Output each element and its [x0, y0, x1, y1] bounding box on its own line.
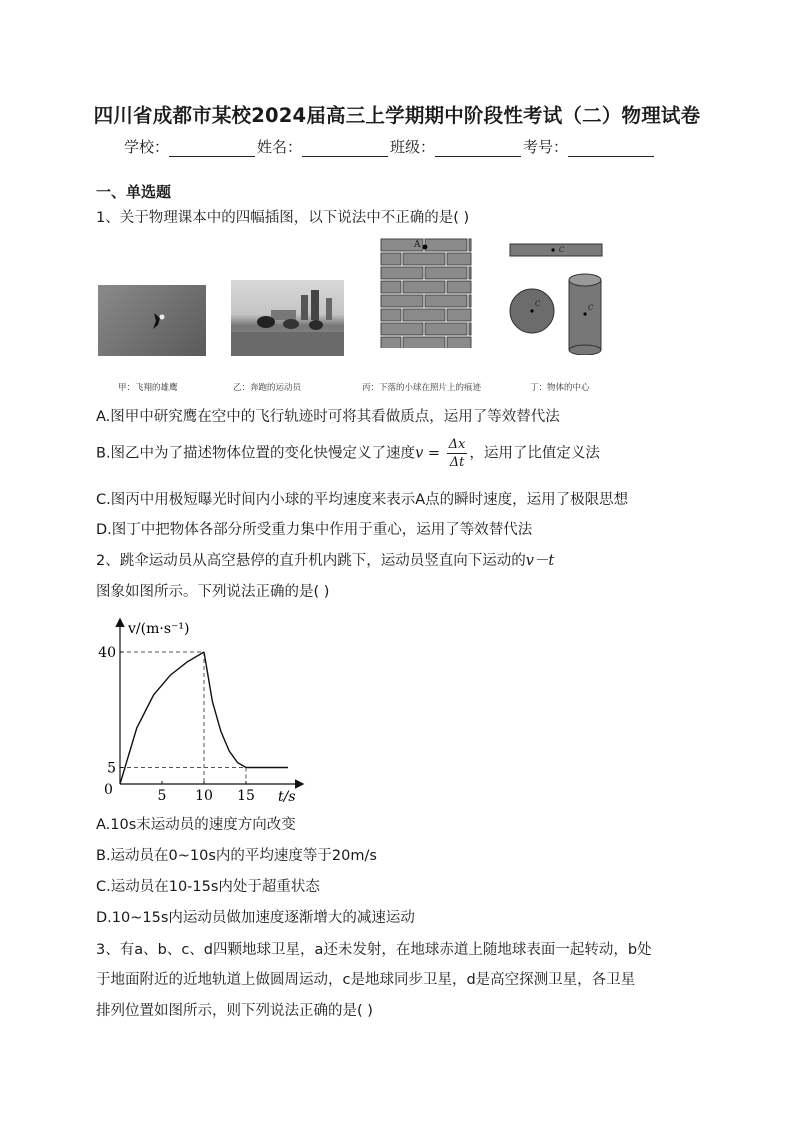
brick [381, 309, 401, 321]
brick [425, 323, 467, 335]
brick [425, 267, 467, 279]
x-tick-label-10: 10 [195, 788, 213, 804]
q2-option-c: C.运动员在10-15s内处于超重状态 [96, 879, 320, 895]
brick-wall-figure [380, 238, 472, 348]
eagle-icon [98, 285, 206, 356]
ball-trace-point [423, 245, 428, 250]
q2-vt-symbol: v－t [525, 553, 555, 569]
caption-jia: 甲：飞翔的雄鹰 [118, 383, 178, 393]
brick [469, 267, 471, 279]
brick [425, 239, 467, 251]
q1-option-b-tail: ，运用了比值定义法 [469, 445, 600, 462]
velocity-fraction [447, 436, 468, 471]
q1-option-d: D.图丁中把物体各部分所受重力集中作用于重心，运用了等效替代法 [96, 522, 533, 538]
q2-option-a: A.10s末运动员的速度方向改变 [96, 817, 296, 833]
q2-option-b: B.运动员在0~10s内的平均速度等于20m/s [96, 848, 377, 864]
brick [469, 323, 471, 335]
velocity-symbol: v [415, 445, 424, 462]
brick [381, 337, 401, 348]
center-label-disk: C [535, 300, 541, 308]
brick [447, 309, 471, 321]
runners-photo [231, 280, 344, 356]
y-tick-label-5: 5 [107, 760, 116, 777]
x-tick-label-15: 15 [237, 788, 255, 804]
section-heading: 一、单选题 [96, 183, 172, 201]
q2-option-d: D.10~15s内运动员做加速度逐渐增大的减速运动 [96, 910, 415, 926]
name-label: 姓名： [257, 138, 303, 156]
brick [381, 267, 423, 279]
brick [469, 239, 471, 251]
q2-stem [96, 549, 554, 570]
number-blank[interactable] [568, 142, 654, 157]
vt-chart [96, 612, 316, 807]
brick [403, 253, 445, 265]
brick [403, 281, 445, 293]
eagle-photo [98, 285, 206, 356]
y-tick-label-40: 40 [98, 645, 116, 661]
q1-option-b [96, 436, 600, 471]
name-blank[interactable] [302, 142, 388, 157]
brick [425, 295, 467, 307]
point-a-label: A [414, 240, 421, 250]
fraction-numerator: Δx [448, 437, 466, 452]
center-of-gravity-icon [505, 240, 605, 355]
equals-sign: = [423, 445, 445, 462]
brick [381, 323, 423, 335]
q1-option-a: A.图甲中研究鹰在空中的飞行轨迹时可将其看做质点，运用了等效替代法 [96, 409, 560, 425]
brick [381, 253, 401, 265]
x-tick-label-5: 5 [157, 788, 167, 804]
brick [403, 337, 445, 348]
brick-wall-icon [380, 238, 472, 348]
q3-line1: 3、有a、b、c、d四颗地球卫星，a还未发射，在地球赤道上随地球表面一起转动，b处 [96, 942, 652, 958]
exam-title: 四川省成都市某校2024届高三上学期期中阶段性考试（二）物理试卷 [93, 104, 701, 127]
q1-option-b-text: B.图乙中为了描述物体位置的变化快慢定义了速度 [96, 445, 416, 462]
q2-stem-text: 2、跳伞运动员从高空悬停的直升机内跳下，运动员竖直向下运动的 [96, 553, 526, 569]
brick [381, 281, 401, 293]
center-label-cylinder: C [588, 304, 594, 312]
number-label: 考号： [523, 138, 569, 156]
center-figure [505, 240, 605, 355]
q3-line3: 排列位置如图所示，则下列说法正确的是( ) [96, 1003, 373, 1019]
series-accelerating [120, 652, 204, 784]
q3-line2: 于地面附近的近地轨道上做圆周运动，c是地球同步卫星，d是高空探测卫星，各卫星 [96, 972, 636, 988]
brick [403, 309, 445, 321]
brick [447, 253, 471, 265]
series-decelerating [204, 652, 246, 768]
class-blank[interactable] [435, 142, 521, 157]
caption-yi: 乙：奔跑的运动员 [233, 383, 302, 393]
school-blank[interactable] [169, 142, 255, 157]
y-axis-label: v/(m·s⁻¹) [128, 621, 190, 637]
student-info-row [124, 136, 656, 157]
brick [447, 281, 471, 293]
q1-stem: 1、关于物理课本中的四幅插图，以下说法中不正确的是( ) [96, 210, 470, 226]
origin-label: 0 [104, 782, 113, 798]
caption-ding: 丁：物体的中心 [530, 383, 590, 393]
caption-bing: 丙：下落的小球在照片上的痕迹 [362, 383, 482, 393]
x-axis-label: t/s [278, 789, 296, 805]
fraction-denominator: Δt [449, 455, 465, 470]
class-label: 班级： [390, 138, 436, 156]
brick [469, 295, 471, 307]
runners-icon [231, 280, 344, 356]
brick [381, 295, 423, 307]
center-label-bar: C [559, 246, 565, 254]
q1-option-c: C.图丙中用极短曝光时间内小球的平均速度来表示A点的瞬时速度，运用了极限思想 [96, 492, 629, 508]
q2-stem-line2: 图象如图所示。下列说法正确的是( ) [96, 584, 330, 600]
brick [447, 337, 471, 348]
school-label: 学校： [124, 138, 170, 156]
